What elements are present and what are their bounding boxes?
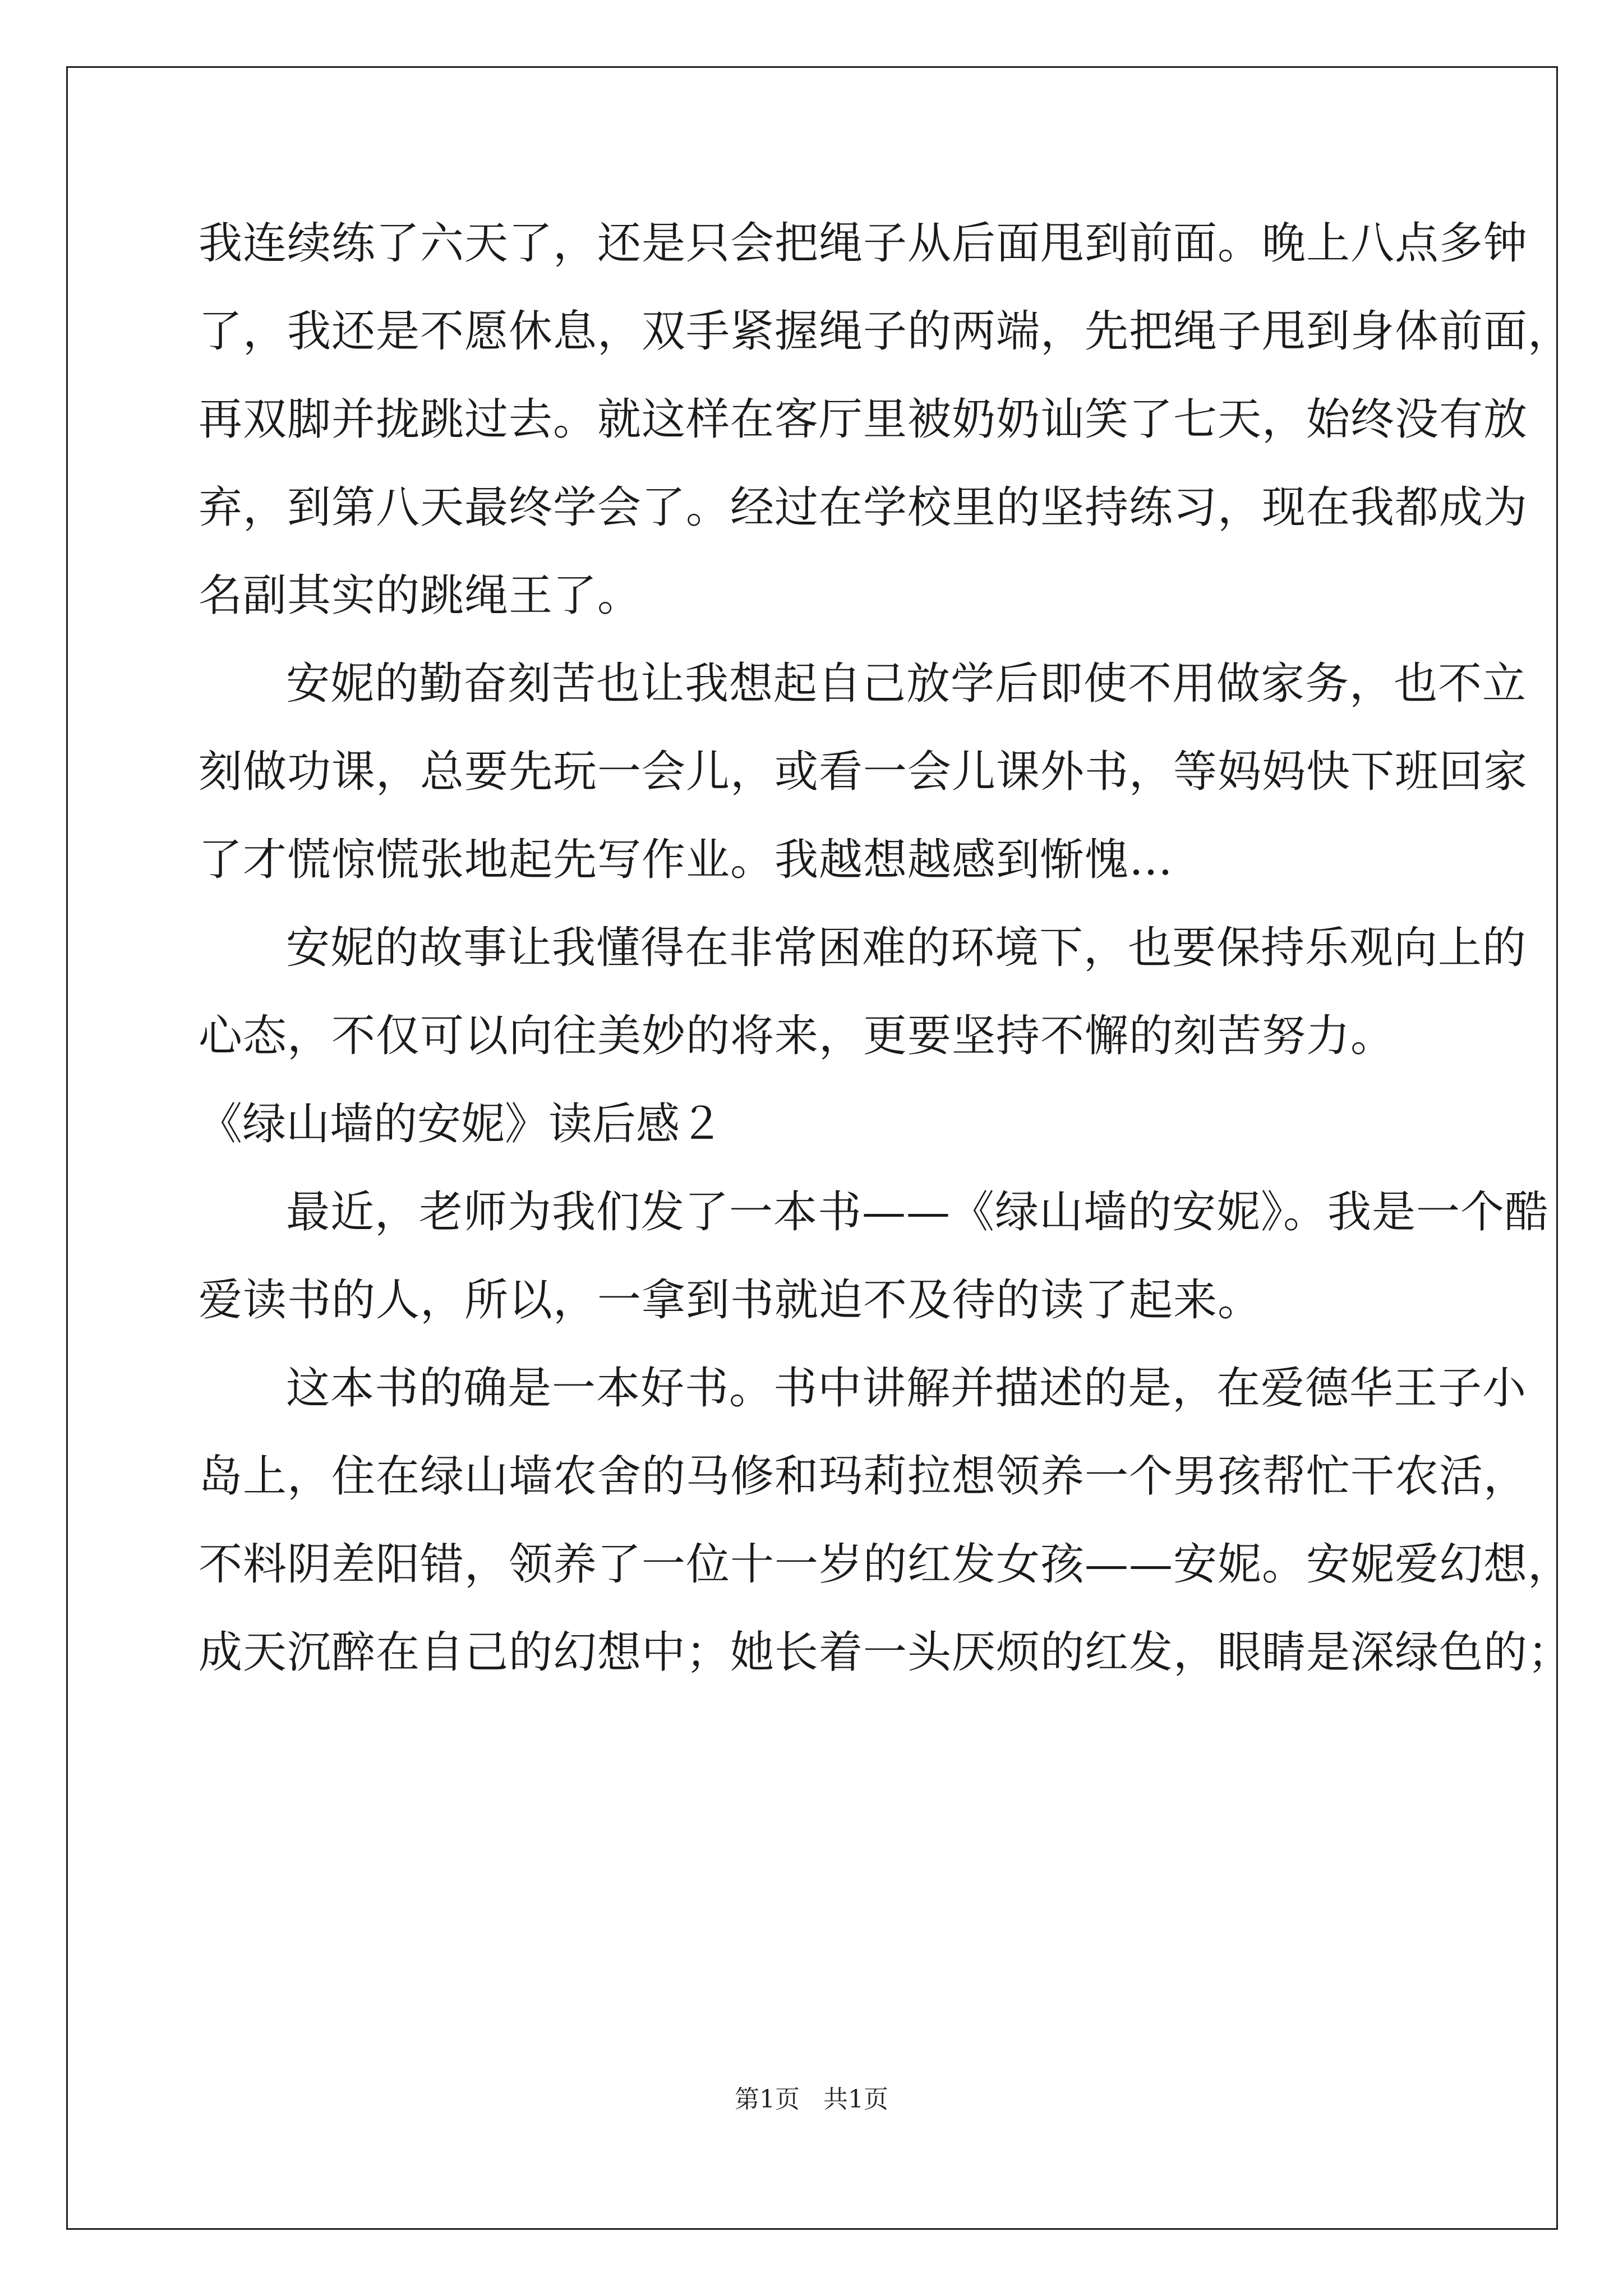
text-line-13: 爱读书的人，所以，一拿到书就迫不及待的读了起来。	[199, 1275, 1262, 1326]
text-line-3: 再双脚并拢跳过去。就这样在客厅里被奶奶讪笑了七天，始终没有放	[199, 394, 1528, 445]
text-line-8: 了才慌惊慌张地起先写作业。我越想越感到惭愧…	[199, 835, 1174, 885]
text-line-1: 我连续练了六天了，还是只会把绳子从后面甩到前面。晚上八点多钟	[199, 218, 1528, 269]
text-line-2: 了，我还是不愿休息，双手紧握绳子的两端，先把绳子甩到身体前面，	[199, 306, 1573, 357]
text-line-10: 心态，不仅可以向往美妙的将来，更要坚持不懈的刻苦努力。	[199, 1011, 1395, 1061]
text-line-17: 成天沉醉在自己的幻想中；她长着一头厌烦的红发，眼睛是深绿色的；	[199, 1627, 1573, 1678]
text-line-4: 弃，到第八天最终学会了。经过在学校里的坚持练习，现在我都成为	[199, 482, 1528, 533]
text-line-9: 安妮的故事让我懂得在非常困难的环境下，也要保持乐观向上的	[286, 923, 1527, 973]
text-line-16: 不料阴差阳错，领养了一位十一岁的红发女孩——安妮。安妮爱幻想，	[199, 1539, 1573, 1590]
text-line-7: 刻做功课，总要先玩一会儿，或看一会儿课外书，等妈妈快下班回家	[199, 747, 1528, 797]
text-line-15: 岛上，住在绿山墙农舍的马修和玛莉拉想领养一个男孩帮忙干农活，	[199, 1451, 1528, 1502]
text-line-6: 安妮的勤奋刻苦也让我想起自己放学后即使不用做家务，也不立	[286, 659, 1527, 709]
text-line-5: 名副其实的跳绳王了。	[199, 570, 642, 621]
page-footer: 第1页 共1页	[735, 2085, 888, 2114]
text-line-12: 最近，老师为我们发了一本书——《绿山墙的安妮》。我是一个酷	[286, 1187, 1550, 1237]
section-heading: 《绿山墙的安妮》读后感２	[199, 1099, 724, 1149]
text-line-14: 这本书的确是一本好书。书中讲解并描述的是，在爱德华王子小	[286, 1363, 1527, 1414]
document-body	[199, 218, 1573, 1719]
